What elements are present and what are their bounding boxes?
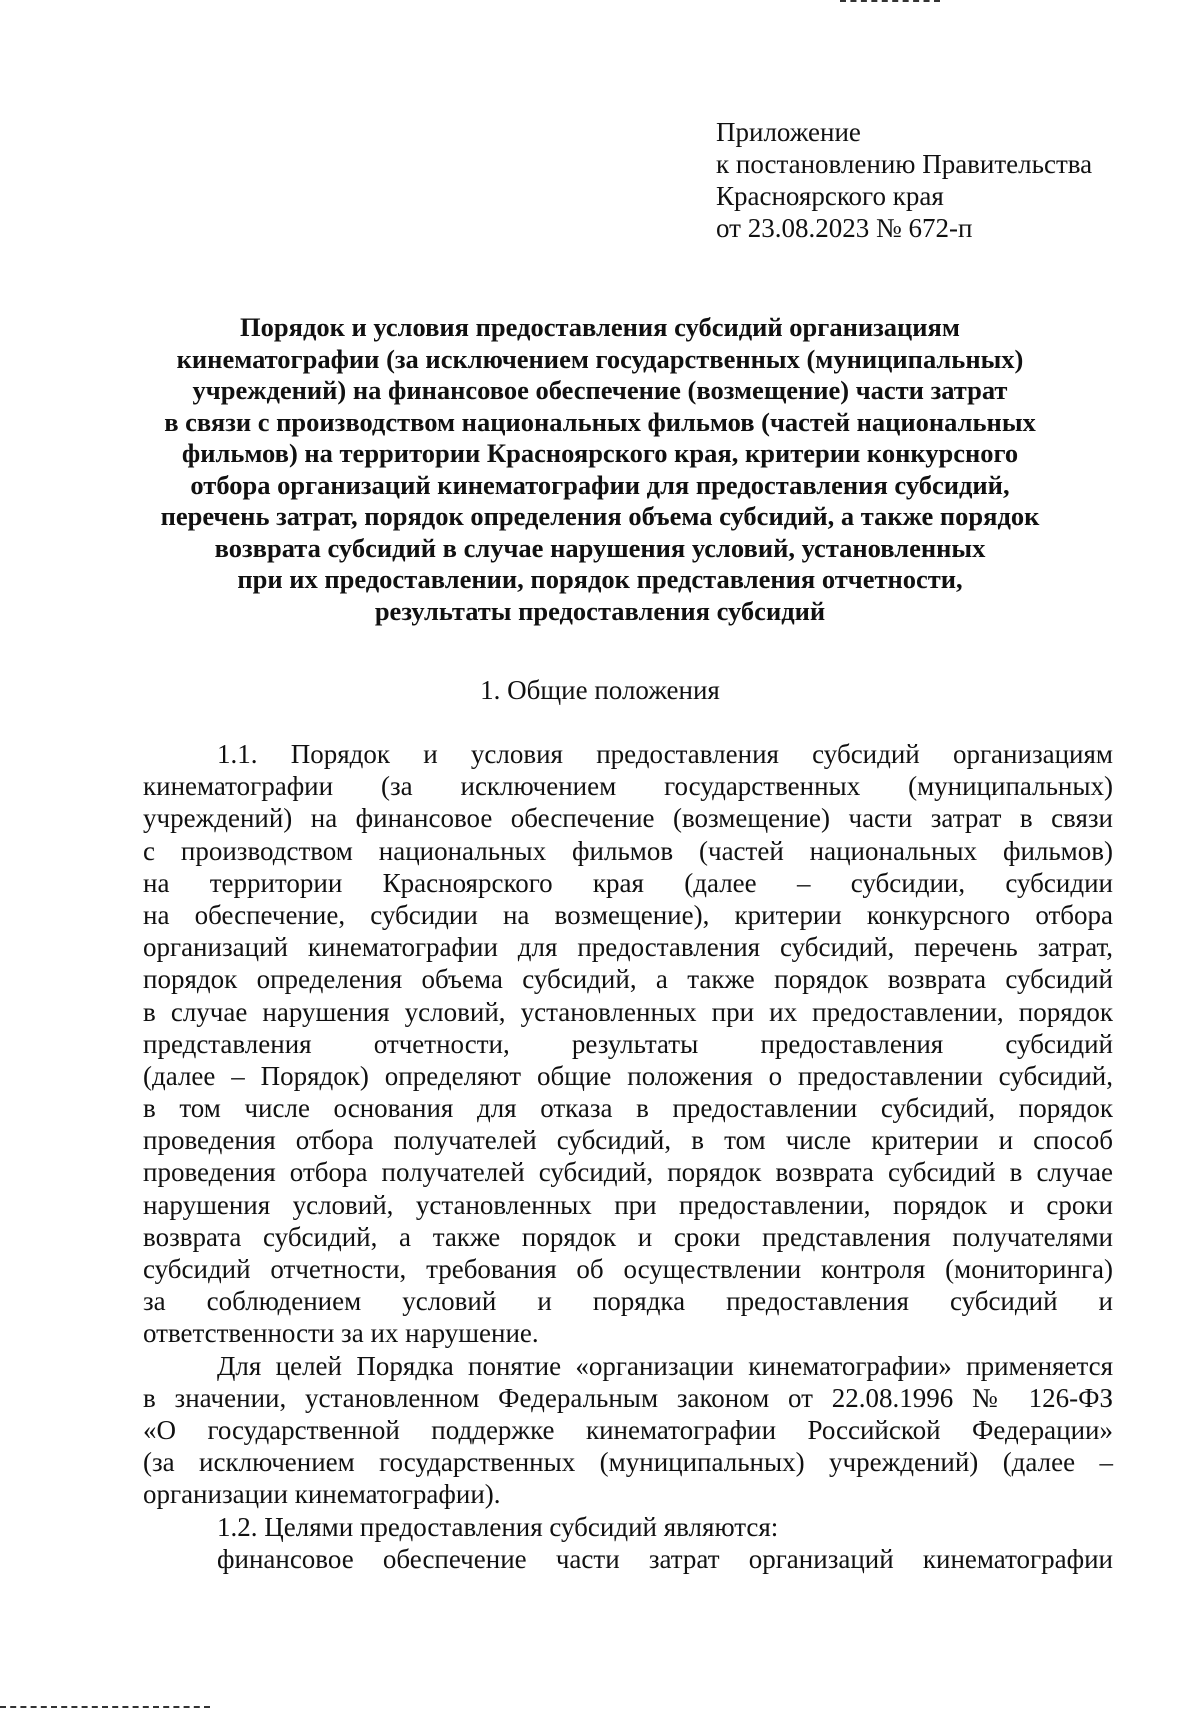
definition-paragraph-line: организации кинематографии). — [143, 1479, 501, 1510]
definition-paragraph-line: «О государственной поддержке кинематографии Российской Федерации» — [143, 1414, 1113, 1445]
title-line: возврата субсидий в случае нарушения условий, установленных — [214, 532, 986, 563]
paragraph-1-1-line: организаций кинематографии для предоставления субсидий, перечень затрат, — [143, 932, 1113, 963]
title-line: фильмов) на территории Красноярского края, критерии конкурсного — [181, 438, 1019, 468]
paragraph-1-1-line: ответственности за их нарушение. — [143, 1318, 539, 1349]
paragraph-1-1-line: субсидий отчетности, требования об осуществлении контроля (мониторинга) — [143, 1254, 1113, 1284]
definition-paragraph-line: (за исключением государственных (муниципальных) учреждений) (далее – — [143, 1447, 1113, 1478]
title-line: результаты предоставления субсидий — [374, 595, 826, 626]
appendix-line: к постановлению Правительства — [716, 149, 1093, 179]
paragraph-1-2: 1.2. Целями предоставления субсидий являются: — [217, 1511, 779, 1542]
paragraph-1-1-line: порядок определения объема субсидий, а также порядок возврата субсидий — [143, 964, 1113, 995]
goal-paragraph-line: финансовое обеспечение части затрат организаций кинематографии — [217, 1543, 1113, 1574]
scan-edge-mark — [0, 1706, 210, 1711]
appendix-block — [716, 116, 1176, 244]
paragraph-1-1-line: (далее – Порядок) определяют общие положения о предоставлении субсидий, — [143, 1060, 1113, 1091]
paragraph-1-1-line: на территории Красноярского края (далее – субсидии, субсидии — [143, 867, 1113, 898]
scan-edge-mark — [840, 0, 940, 5]
paragraph-1-1-line: представления отчетности, результаты предоставления субсидий — [143, 1028, 1113, 1059]
section-heading: 1. Общие положения — [480, 675, 720, 705]
paragraph-1-1-line: в случае нарушения условий, установленных при их предоставлении, порядок — [143, 996, 1113, 1027]
paragraph-1-1-line: возврата субсидий, а также порядок и сроки представления получателями — [143, 1221, 1113, 1252]
title-line: в связи с производством национальных фильмов (частей национальных — [164, 406, 1036, 437]
title-line: кинематографии (за исключением государственных (муниципальных) — [176, 343, 1024, 374]
paragraph-1-1-line: нарушения условий, установленных при предоставлении, порядок и сроки — [143, 1189, 1113, 1220]
title-line: Порядок и условия предоставления субсидий организациям — [240, 312, 960, 342]
appendix-line: от 23.08.2023 № 672-п — [716, 213, 973, 243]
paragraph-1-1-line: проведения отбора получателей субсидий, порядок возврата субсидий в случае — [143, 1157, 1113, 1188]
appendix-line: Красноярского края — [716, 181, 944, 211]
paragraph-1-1-line: на обеспечение, субсидии на возмещение), критерии конкурсного отбора — [143, 899, 1113, 930]
definition-paragraph-line: в значении, установленном Федеральным законом от 22.08.1996 № 126-ФЗ — [143, 1382, 1113, 1413]
title-line: учреждений) на финансовое обеспечение (возмещение) части затрат — [192, 375, 1008, 405]
paragraph-1-1-line: 1.1. Порядок и условия предоставления субсидий организациям — [217, 739, 1113, 769]
paragraph-1-1-line: за соблюдением условий и порядка предоставления субсидий и — [143, 1286, 1113, 1317]
paragraph-1-1-line: в том числе основания для отказа в предоставлении субсидий, порядок — [143, 1093, 1113, 1124]
title-line: перечень затрат, порядок определения объема субсидий, а также порядок — [160, 501, 1040, 531]
paragraph-1-1-line: проведения отбора получателей субсидий, в том числе критерии и способ — [143, 1125, 1113, 1156]
appendix-line: Приложение — [716, 117, 861, 147]
title-line: отбора организаций кинематографии для предоставления субсидий, — [190, 469, 1010, 500]
document-body — [143, 738, 1113, 1575]
paragraph-1-1-line: с производством национальных фильмов (частей национальных фильмов) — [143, 835, 1113, 866]
paragraph-1-1-line: учреждений) на финансовое обеспечение (возмещение) части затрат в связи — [143, 803, 1113, 834]
title-line: при их предоставлении, порядок представления отчетности, — [237, 564, 963, 594]
document-title — [120, 312, 1080, 627]
paragraph-1-1-line: кинематографии (за исключением государственных (муниципальных) — [143, 771, 1113, 802]
definition-paragraph-line: Для целей Порядка понятие «организации кинематографии» применяется — [217, 1350, 1113, 1381]
